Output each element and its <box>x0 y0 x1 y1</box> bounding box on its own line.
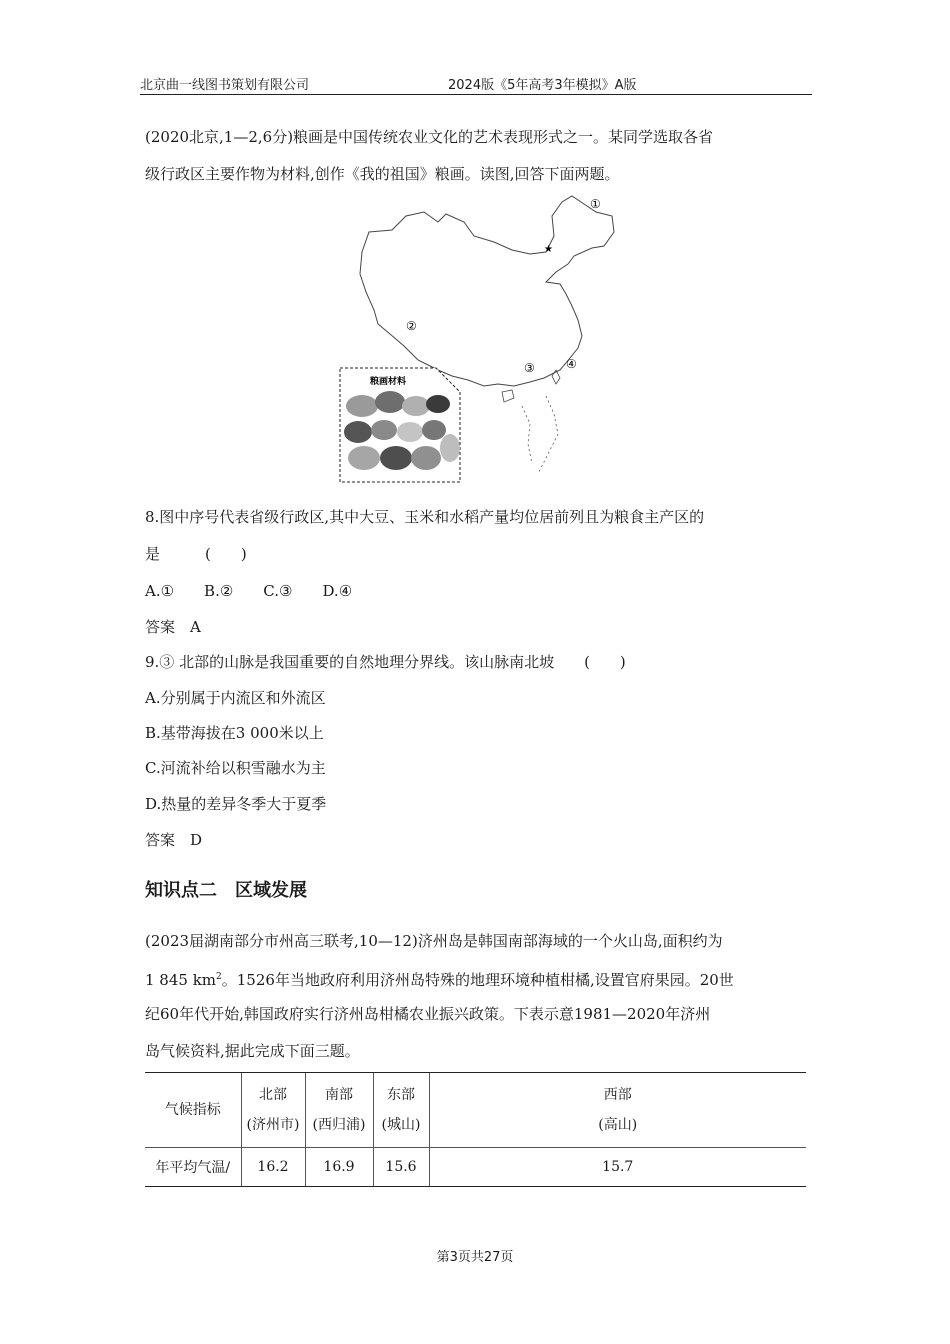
cell-north: 16.2 <box>241 1148 305 1187</box>
south-sea-islands <box>522 396 558 474</box>
q9-answer: 答案 D <box>145 831 203 849</box>
col-west: 西部 (高山) <box>429 1073 806 1148</box>
q8-stem-line-1: 8.图中序号代表省级行政区,其中大豆、玉米和水稻产量均位居前列且为粮食主产区的 <box>145 508 705 526</box>
q9-option-c: C.河流补给以积雪融水为主 <box>145 759 326 777</box>
q9-option-b: B.基带海拔在3 000米以上 <box>145 724 324 742</box>
table-header-row <box>145 1073 806 1148</box>
intro-1-line-1: (2020北京,1—2,6分)粮画是中国传统农业文化的艺术表现形式之一。某同学选取各省 <box>145 128 714 146</box>
capital-star-icon: ★ <box>544 244 553 255</box>
table-row <box>145 1148 806 1187</box>
q8-stem-line-2: 是 ( ) <box>145 545 247 563</box>
intro-2-line-2 <box>145 967 734 990</box>
intro-2-line-4: 岛气候资料,据此完成下面三题。 <box>145 1042 360 1060</box>
map-marker-4: ④ <box>566 357 577 371</box>
table-corner: 气候指标 <box>145 1073 241 1148</box>
intro-1-line-2: 级行政区主要作物为材料,创作《我的祖国》粮画。读图,回答下面两题。 <box>145 165 620 183</box>
cell-east: 15.6 <box>373 1148 429 1187</box>
intro-2-line-3: 纪60年代开始,韩国政府实行济州岛柑橘农业振兴政策。下表示意1981—2020年济州 <box>145 1005 711 1023</box>
col-north: 北部 (济州市) <box>241 1073 305 1148</box>
map-marker-2: ② <box>406 319 417 333</box>
area-unit-superscript: 2 <box>216 972 222 982</box>
cell-south: 16.9 <box>305 1148 373 1187</box>
book-title: 2024版《5年高考3年模拟》A版 <box>448 78 637 93</box>
map-marker-1: ① <box>590 197 601 211</box>
page-header <box>140 72 812 95</box>
intro-2-line-1: (2023届湖南部分市州高三联考,10—12)济州岛是韩国南部海域的一个火山岛,面积约为 <box>145 932 723 950</box>
grain-bags-photo <box>344 388 490 476</box>
q8-options: A.① B.② C.③ D.④ <box>145 582 353 600</box>
china-map-outline <box>334 192 634 484</box>
inset-title: 粮画材料 <box>370 377 407 387</box>
q9-option-a: A.分别属于内流区和外流区 <box>145 689 326 707</box>
hainan-outline <box>502 390 514 402</box>
china-map-figure <box>334 192 634 484</box>
climate-table <box>145 1072 806 1187</box>
cell-west: 15.7 <box>429 1148 806 1187</box>
row-label: 年平均气温/ <box>145 1148 241 1187</box>
publisher-name: 北京曲一线图书策划有限公司 <box>140 78 310 93</box>
col-south: 南部 (西归浦) <box>305 1073 373 1148</box>
intro-2-line-2-text: 。1526年当地政府利用济州岛特殊的地理环境种植柑橘,设置官府果园。20世 <box>221 971 734 989</box>
q8-answer: 答案 A <box>145 618 201 636</box>
area-value: 1 845 km <box>145 971 217 989</box>
q9-stem: 9.③ 北部的山脉是我国重要的自然地理分界线。该山脉南北坡 ( ) <box>145 653 626 671</box>
col-east: 东部 (城山) <box>373 1073 429 1148</box>
map-marker-3: ③ <box>524 361 535 375</box>
section-title: 知识点二 区域发展 <box>145 880 307 901</box>
q9-option-d: D.热量的差异冬季大于夏季 <box>145 795 327 813</box>
page-footer: 第3页共27页 <box>436 1250 514 1265</box>
